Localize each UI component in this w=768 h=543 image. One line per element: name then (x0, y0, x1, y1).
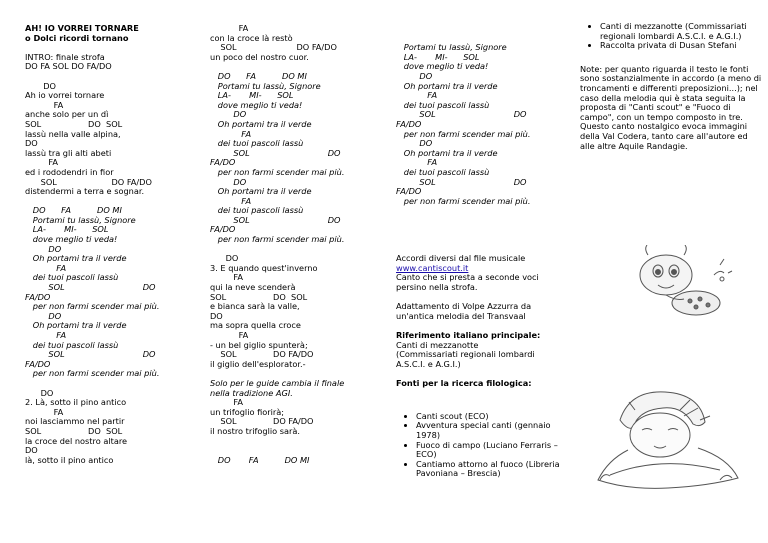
text-line: dove meglio ti veda! (25, 234, 118, 245)
text-line: un trifoglio fiorirà; (210, 406, 285, 417)
text-line: FA (25, 99, 64, 110)
text-line: 3. E quando quest'inverno (210, 262, 318, 273)
text-line: INTRO: finale strofa (25, 51, 105, 62)
text-line: Canto che si presta a seconde voci (396, 272, 539, 283)
text-line: dei tuoi pascoli lassù (25, 339, 119, 350)
text-line: DO (25, 138, 38, 149)
text-line: FA (210, 23, 249, 33)
column-1 (25, 24, 205, 465)
text-line: DO (210, 310, 223, 321)
sources-list-continued (580, 22, 760, 51)
text-line: distendermi a terra e sognar. (25, 186, 145, 197)
text-line: dei tuoi pascoli lassù (396, 166, 490, 177)
text-line: Portami tu lassù, Signore (25, 214, 136, 225)
website-link[interactable]: www.cantiscout.it (396, 262, 469, 273)
text-line: Adattamento di Volpe Azzurra da (396, 301, 532, 312)
source-item: • Canti scout (ECO) (416, 412, 576, 422)
text-line: SOL DO SOL (25, 425, 123, 436)
text-line: il nostro trifoglio sarà. (210, 425, 300, 436)
text-line: lassù nella valle alpina, (25, 128, 121, 139)
text-line: il giglio dell'esplorator.- (210, 358, 306, 369)
text-line: A.S.C.I. e A.G.I.) (396, 358, 461, 369)
text-line: SOL DO (396, 176, 527, 187)
text-line: SOL DO SOL (25, 118, 123, 129)
text-line: con la croce là restò (210, 32, 293, 43)
column-3-lines (396, 43, 576, 388)
text-line: DO (210, 109, 247, 120)
text-line: un poco del nostro cuor. (210, 51, 309, 62)
source-item: • Fuoco di campo (Luciano Ferraris – ECO) (416, 441, 576, 460)
text-line (396, 216, 576, 226)
text-line: FA (210, 397, 243, 408)
text-line: SOL DO (25, 282, 156, 293)
text-line: per non farmi scender mai più. (210, 234, 345, 245)
text-line: per non farmi scender mai più. (25, 301, 160, 312)
text-line: SOL DO (210, 214, 341, 225)
text-line: AH! IO VORREI TORNARE (25, 23, 139, 33)
text-line: DO (25, 80, 56, 91)
text-line: lassù tra gli alti abeti (25, 147, 112, 158)
text-line: FA/DO (25, 291, 51, 302)
text-line: persino nella strofa. (396, 282, 478, 293)
text-line: SOL DO FA/DO (210, 42, 337, 53)
text-line: DO (396, 70, 433, 81)
text-line: anche solo per un dì (25, 109, 109, 120)
text-line: SOL DO FA/DO (210, 416, 314, 427)
text-line: FA (25, 262, 67, 273)
text-line: nella tradizione AGI. (210, 387, 293, 398)
text-line: per non farmi scender mai più. (396, 128, 531, 139)
child-illustration (580, 380, 750, 498)
text-line: DO (25, 310, 62, 321)
text-line: LA- MI- SOL (25, 224, 109, 235)
text-line: dei tuoi pascoli lassù (210, 138, 304, 149)
text-line: (Commissariati regionali lombardi (396, 349, 535, 360)
text-line: FA/DO (396, 118, 422, 129)
text-line: Oh portami tra il verde (396, 147, 498, 158)
column-2 (210, 24, 390, 465)
text-line: DO (396, 138, 433, 149)
text-line: DO FA SOL DO FA/DO (25, 61, 112, 72)
text-line: FA/DO (210, 224, 236, 235)
text-line: qui la neve scenderà (210, 282, 296, 293)
source-item: • Raccolta privata di Dusan Stefani (600, 41, 760, 51)
text-line: FA (396, 90, 438, 101)
text-line: Fonti per la ricerca filologica: (396, 377, 532, 388)
text-line: per non farmi scender mai più. (25, 368, 160, 379)
ladybug-illustration (628, 245, 738, 323)
text-line: DO (25, 243, 62, 254)
text-line: DO FA DO MI (210, 454, 310, 465)
sources-list (396, 412, 576, 479)
text-line: FA (396, 157, 438, 168)
text-line: SOL DO (25, 349, 156, 360)
text-line: Oh portami tra il verde (25, 253, 127, 264)
text-line: Ah io vorrei tornare (25, 90, 105, 101)
text-line: un'antica melodia del Transvaal (396, 310, 526, 321)
text-line: Oh portami tra il verde (396, 80, 498, 91)
text-line: noi lasciammo nel partir (25, 416, 125, 427)
text-line: Accordi diversi dal file musicale (396, 253, 526, 264)
text-line: DO (25, 445, 38, 456)
text-line: LA- MI- SOL (396, 51, 480, 62)
text-line: DO FA DO MI (25, 205, 122, 216)
text-line: per non farmi scender mai più. (210, 166, 345, 177)
text-line: dei tuoi pascoli lassù (210, 205, 304, 216)
text-line: ed i rododendri in fior (25, 166, 114, 177)
column-4 (580, 21, 762, 151)
source-item: • Cantiamo attorno al fuoco (Libreria Pavoniana – Brescia) (416, 460, 576, 479)
text-line: ma sopra quella croce (210, 320, 301, 331)
text-line: Portami tu lassù, Signore (396, 42, 507, 53)
text-line: Canti di mezzanotte (396, 339, 479, 350)
text-line: dove meglio ti veda! (210, 99, 303, 110)
source-item: • Canti di mezzanotte (Commissariati regionali lombardi A.S.C.I. e A.G.I.) (600, 22, 760, 41)
text-line: FA/DO (396, 186, 422, 197)
text-line: dei tuoi pascoli lassù (396, 99, 490, 110)
text-line: Oh portami tra il verde (210, 118, 312, 129)
text-line: Solo per le guide cambia il finale (210, 377, 345, 388)
text-line: 2. Là, sotto il pino antico (25, 397, 127, 408)
text-line: FA (210, 195, 252, 206)
text-line (210, 437, 390, 447)
text-line: Oh portami tra il verde (210, 186, 312, 197)
text-line: dove meglio ti veda! (396, 61, 489, 72)
text-line: SOL DO FA/DO (210, 349, 314, 360)
text-line: FA (25, 330, 67, 340)
text-line (396, 225, 576, 235)
text-line: DO (210, 176, 247, 187)
text-line: e bianca sarà la valle, (210, 301, 300, 312)
text-line: la croce del nostro altare (25, 435, 128, 446)
text-line: FA/DO (25, 358, 51, 369)
text-line: SOL DO FA/DO (25, 176, 152, 187)
column-3 (396, 24, 576, 489)
text-line: per non farmi scender mai più. (396, 195, 531, 206)
text-line: SOL DO (210, 147, 341, 158)
text-line: DO FA DO MI (210, 70, 307, 81)
text-line: SOL DO SOL (210, 291, 308, 302)
text-line: o Dolci ricordi tornano (25, 32, 129, 43)
text-line: là, sotto il pino antico (25, 454, 114, 465)
notes-paragraph: Note: per quanto riguarda il testo le fonti sono sostanzialmente in accordo (a meno di troncamenti e differenti preposizioni...); nel caso della melodia qui è stata seguita la proposta di "Canti scout" e "Fuoco di campo", con un tempo composto in tre. Questo canto nostalgico evoca immagini della Val Codera, tanto care all'autore ed alle altre Aquile Randagie. (580, 63, 762, 151)
text-line: FA (25, 157, 58, 168)
text-line (396, 206, 576, 216)
source-item: • Avventura special canti (gennaio 1978) (416, 421, 576, 440)
text-line: FA (25, 406, 64, 417)
text-line: FA (210, 128, 252, 139)
text-line: dei tuoi pascoli lassù (25, 272, 119, 283)
text-line: SOL DO (396, 109, 527, 120)
text-line: Oh portami tra il verde (25, 320, 127, 331)
text-line: LA- MI- SOL (210, 90, 294, 101)
text-line: - un bel giglio spunterà; (210, 339, 308, 350)
text-line: FA (210, 272, 243, 283)
text-line: DO (210, 253, 239, 264)
text-line: Portami tu lassù, Signore (210, 80, 321, 91)
text-line: FA (210, 330, 249, 340)
text-line: FA/DO (210, 157, 236, 168)
text-line (396, 235, 576, 245)
text-line: Riferimento italiano principale: (396, 330, 541, 340)
text-line: DO (25, 387, 54, 398)
